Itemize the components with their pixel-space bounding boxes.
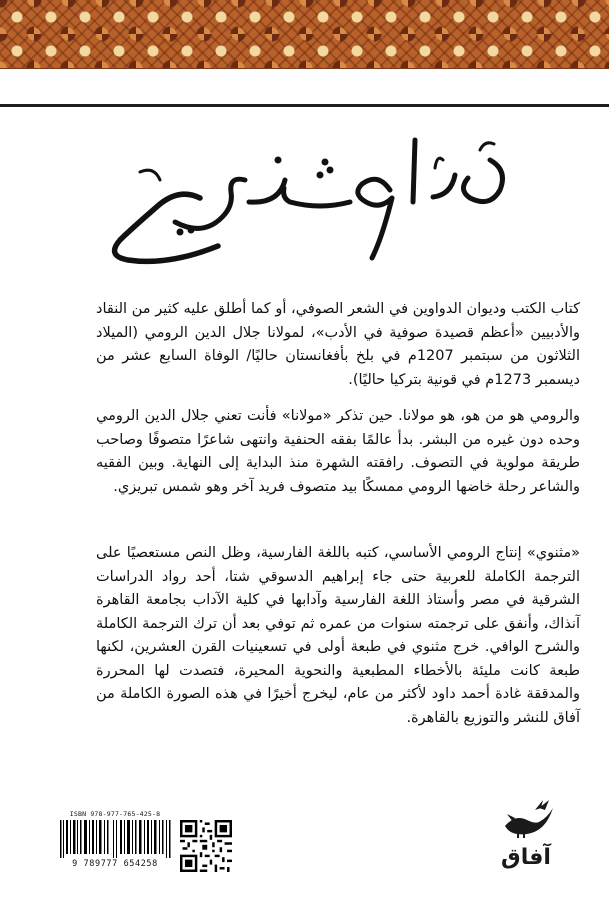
qr-code-icon — [180, 820, 232, 872]
description-paragraph-1: كتاب الكتب وديوان الدواوين في الشعر الصوفي، أو كما أطلق عليه كثير من النقاد والأدبيين «أعظم قصيدة صوفية في الأدب»، لمولانا جلال الدين الرومي (الميلاد الثلاثون من سبتمبر 1207م في بلخ بأفغانستان حاليًا/ الوفاة السابع عشر من ديسمبر 1273م في قونية بتركيا حاليًا). — [96, 301, 580, 388]
barcode-icon — [58, 820, 172, 858]
decorative-pattern-band — [0, 0, 609, 68]
isbn-digits: 9 789777 654258 — [72, 859, 158, 869]
horizontal-rule — [0, 104, 609, 107]
isbn-label: ISBN 978-977-765-425-8 — [69, 810, 161, 818]
description-paragraph-2: والرومي هو من هو، هو مولانا. حين تذكر «مولانا» فأنت تعني جلال الدين الرومي وحده دون غيره من البشر. بدأ عالمًا بفقه الحنفية وانتهى شاعرًا متصوفًا وصاحب طريقة مولوية في التصوف. رافقته الشهرة منذ البداية إلى النهاية. وبين الفقيه والشاعر رحلة خاضها الرومي ممسكًا بيد متصوف فريد آخر وهو شمس تبريزي. — [96, 408, 580, 495]
title-calligraphy-icon — [60, 120, 530, 270]
description-paragraph-3: «مثنوي» إنتاج الرومي الأساسي، كتبه باللغة الفارسية، وظل النص مستعصيًا على الترجمة الكاملة للعربية حتى جاء إبراهيم الدسوقي شتا، أحد رواد الدراسات الشرقية في مصر وأستاذ اللغة الفارسية وآدابها في كلية الآداب بجامعة القاهرة آنذاك، وأنفق على ترجمته سنوات من عمره ثم توفي بعد أن ترك الترجمة الكاملة والشرح الوافي. خرج مثنوي في طبعة أولى في تسعينيات القرن العشرين، لكنها طبعة كانت مليئة بالأخطاء المطبعية والنحوية المحيرة، فتصدت لها المحررة والمدققة غادة أحمد داود لأكثر من عام، ليخرج أخيرًا في هذه الصورة الكاملة من آفاق للنشر والتوزيع بالقاهرة. — [96, 545, 580, 726]
pattern-edge-line — [0, 68, 609, 69]
publisher-logo-text: آفاق — [501, 845, 551, 870]
book-title-calligraphy — [60, 120, 530, 270]
isbn-barcode-block — [56, 810, 174, 870]
